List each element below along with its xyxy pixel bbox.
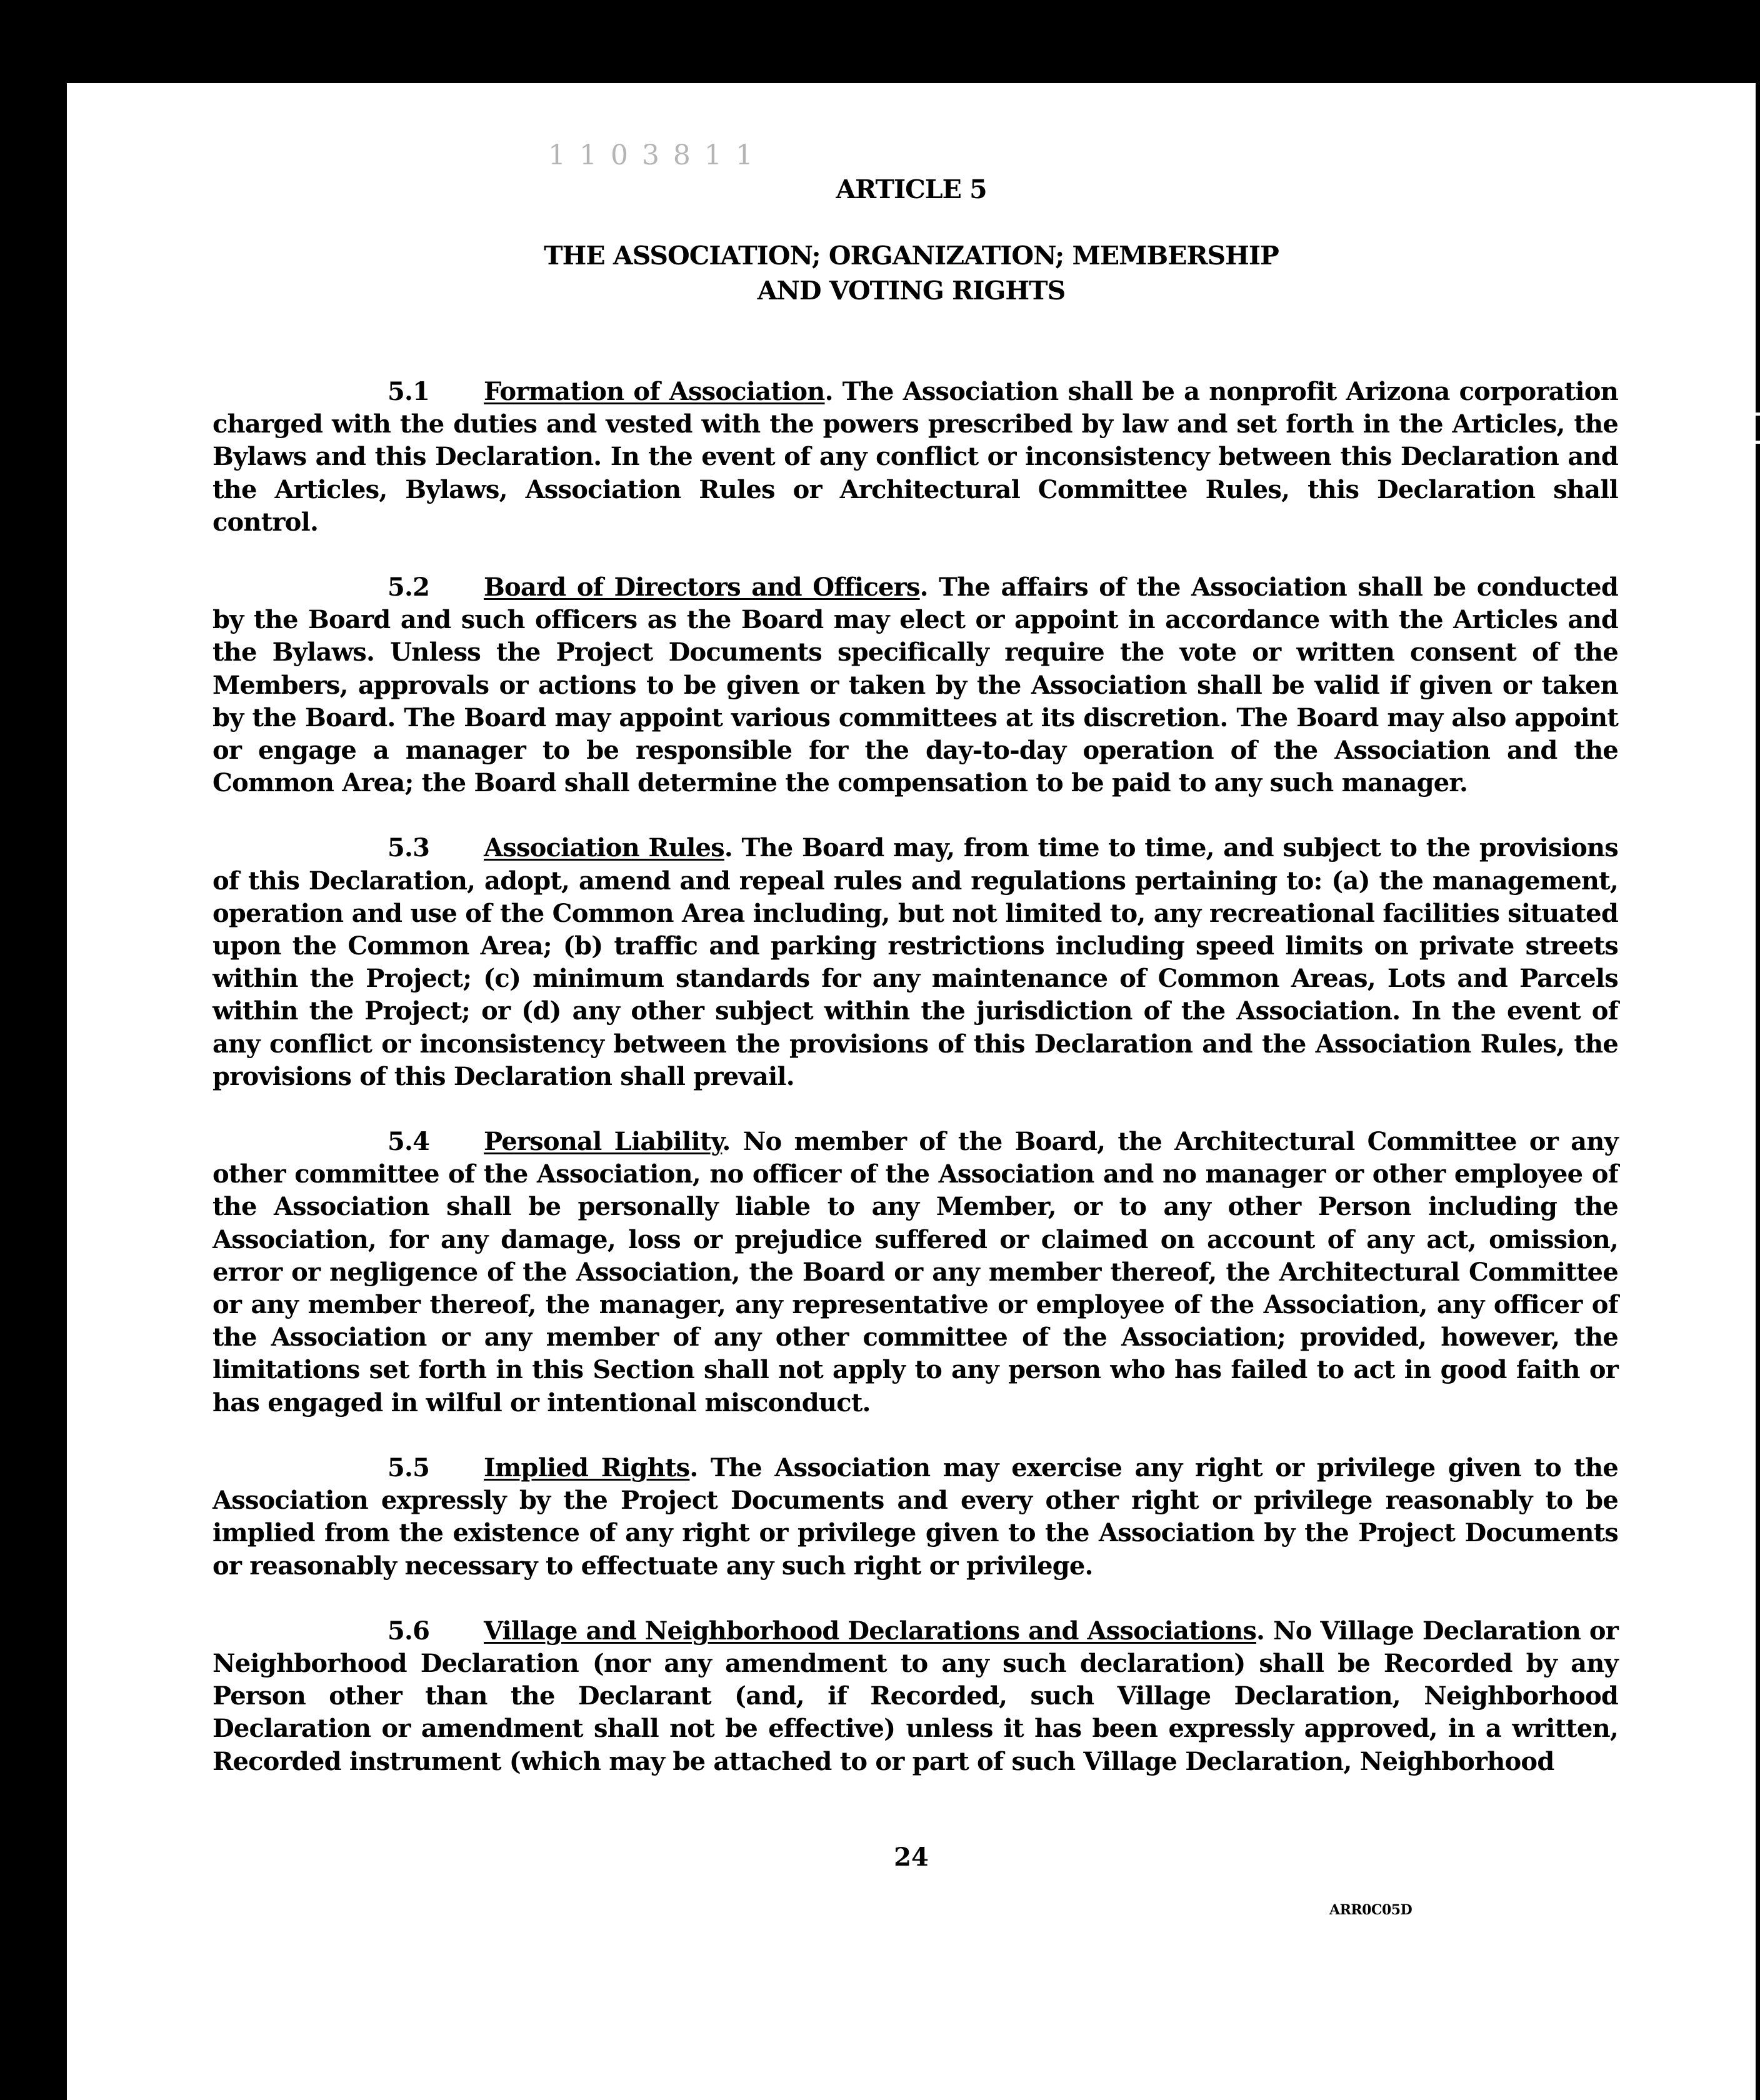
section-number: 5.6 [388,1616,430,1646]
section-text: . No member of the Board, the Architectural Committee or any other committee of the Association, no officer of the Association and no manager or other employee of the Association shall be personally liable to any Member, or to any other Person including the Association, for any damage, loss or prejudice suffered or claimed on account of any act, omission, error or negligence of the Association, the Board or any member thereof, the Architectural Committee or any member thereof, the manager, any representative or employee of the Association, any officer of the Association or any member of any other committee of the Association; provided, however, the limitations set forth in this Section shall not apply to any person who has failed to act in good faith or has engaged in wilful or intentional misconduct. [212,1127,1618,1418]
section-text: . The Board may, from time to time, and subject to the provisions of this Declaration, adopt, amend and repeal rules and regulations pertaining to: (a) the management, operation and use of the Common Area including, but not limited to, any recreational facilities situated upon the Common Area; (b) traffic and parking restrictions including speed limits on private streets within the Project; (c) minimum standards for any maintenance of Common Areas, Lots and Parcels within the Project; or (d) any other subject within the jurisdiction of the Association. In the event of any conflict or inconsistency between the provisions of this Declaration and the Association Rules, the provisions of this Declaration shall prevail. [212,833,1618,1091]
section-number: 5.5 [388,1452,430,1482]
document-body [212,376,1618,1811]
subtitle-line-1: THE ASSOCIATION; ORGANIZATION; MEMBERSHIP [544,241,1279,271]
section-5-1 [212,376,1618,539]
article-subtitle [67,238,1756,308]
faint-stamp: 1 1 0 3 8 1 1 [548,139,756,171]
section-title: Implied Rights [484,1452,690,1482]
document-page [67,83,1756,2100]
section-number: 5.2 [388,572,430,602]
section-title: Board of Directors and Officers [484,572,920,602]
section-number: 5.3 [388,833,430,863]
section-text: . The Association shall be a nonprofit Arizona corporation charged with the duties and vested with the powers prescribed by law and set forth in the Articles, the Bylaws and this Declaration. In the event of any conflict or inconsistency between this Declaration and the Articles, Bylaws, Association Rules or Architectural Committee Rules, this Declaration shall control. [212,377,1618,537]
section-text: . The affairs of the Association shall be conducted by the Board and such officers as the Board may elect or appoint in accordance with the Articles and the Bylaws. Unless the Project Documents specifically require the vote or written consent of the Members, approvals or actions to be given or taken by the Association shall be valid if given or taken by the Board. The Board may appoint various committees at its discretion. The Board may also appoint or engage a manager to be responsible for the day-to-day operation of the Association and the Common Area; the Board shall determine the compensation to be paid to any such manager. [212,572,1618,798]
section-number: 5.4 [388,1127,430,1157]
section-title: Personal Liability [484,1127,722,1157]
article-title: ARTICLE 5 [836,174,987,204]
scan-edge-mark [1741,412,1760,444]
section-5-2 [212,571,1618,799]
section-title: Formation of Association [484,377,825,406]
section-title: Village and Neighborhood Declarations and Associations [484,1616,1257,1646]
page-number: 24 [894,1842,929,1872]
section-number: 5.1 [388,377,430,406]
section-5-5 [212,1452,1618,1582]
section-title: Association Rules [484,833,724,863]
section-text: . No Village Declaration or Neighborhood Declaration (nor any amendment to any such declaration) shall be Recorded by any Person other than the Declarant (and, if Recorded, such Village Declaration, Neighborhood Declaration or amendment shall not be effective) unless it has been expressly approved, in a written, Recorded instrument (which may be attached to or part of such Village Declaration, Neighborhood [212,1616,1618,1776]
section-5-4 [212,1126,1618,1419]
section-text: . The Association may exercise any right or privilege given to the Association expressly by the Project Documents and every other right or privilege reasonably to be implied from the existence of any right or privilege given to the Association by the Project Documents or reasonably necessary to effectuate any such right or privilege. [212,1452,1618,1581]
subtitle-line-2: AND VOTING RIGHTS [757,276,1066,306]
section-5-6 [212,1615,1618,1778]
document-code: ARR0C05D [1329,1902,1412,1918]
section-5-3 [212,832,1618,1093]
